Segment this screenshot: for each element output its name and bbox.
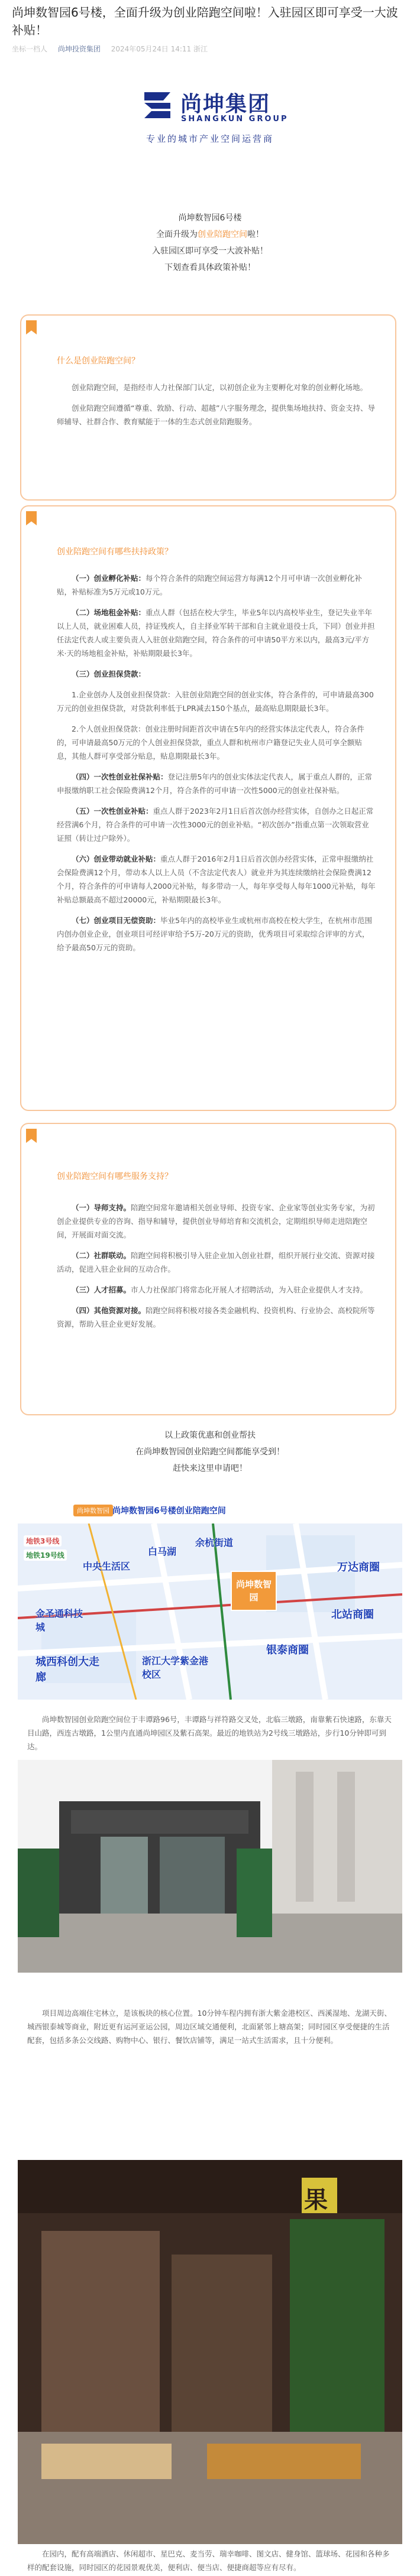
map-label: 金圣通科技城 (35, 1608, 83, 1633)
service-item: （二）社群联动。陪跑空间将积极引导入驻企业加入创业社群，组织开展行业交流、资源对接活动，促进入驻企业间的互动合作。 (57, 1251, 375, 1274)
policy-item: （一）创业孵化补贴：每个符合条件的陪跑空间运营方每满12个月可申请一次创业孵化补贴，补贴标准为5万元或10万元。 (57, 574, 362, 596)
intro-block (0, 210, 420, 276)
map-label: 中央生活区 (83, 1561, 131, 1572)
map-label: 万达商圈 (337, 1561, 380, 1574)
card-body (57, 1201, 376, 1338)
policy-item: 1.企业创办人及创业担保贷款：入驻创业陪跑空间的创业实体，符合条件的，可申请最高300万元的创业担保贷款，对贷款利率低于LPR减去150个基点，最高贴息期限最长3年。 (57, 690, 374, 713)
map-tag: 尚坤数智园 (73, 1505, 113, 1516)
source-link[interactable]: 尚坤投资集团 (57, 45, 101, 53)
service-item: （三）人才招募。市人力社保部门将常态化开展人才招聘活动，为入驻企业提供人才支持。 (72, 1285, 368, 1294)
policy-item: （六）创业带动就业补贴：重点人群于2016年2月1日后首次创办经营实体，正常申报缴纳社会保险费满12个月，带动本人以上人员（不含法定代表人）就业并为其连续缴纳社会保险费满12个月，符合条件的可申请每人2000元补贴，每多带动一人，每年享受每人每年1000元补贴，每年补贴总额最高不超过20000元，补贴期限最长3年。 (57, 855, 376, 904)
intro-line: 入驻园区即可享受一大波补贴！ (152, 246, 268, 256)
logo-mark-icon (141, 89, 174, 122)
map-label: 余杭街道 (195, 1537, 234, 1548)
card-what-is-space (20, 314, 396, 501)
card-services (20, 1123, 396, 1415)
map-label: 城西科创大走廊 (35, 1656, 99, 1684)
policy-item: 2.个人创业担保贷款：创业注册时间距首次申请在5年内的经营实体法定代表人，符合条件的，可申请最高50万元的个人创业担保贷款，重点人群和杭州市户籍登记失业人员可享全额贴息，其他人群可享受部分贴息，贴息期限最长3年。 (57, 725, 364, 761)
supermarket-photo (18, 2160, 402, 2544)
card-title: 创业陪跑空间有哪些服务支持？ (57, 1172, 173, 1181)
amenities-paragraph: 在园内，配有高端酒店、休闲超市、星巴克、麦当劳、瑞幸咖啡、图文店、健身馆、篮球场、花园和各种多样的配套设施，同时园区的花园景观优美，便利店、便当店、便捷商超等应有尽有。 (27, 2549, 390, 2572)
card-title: 创业陪跑空间有哪些扶持政策？ (57, 547, 173, 557)
article-title: 尚坤数智园6号楼，全面升级为创业陪跑空间啦！入驻园区即可享受一大波补贴！ (12, 5, 398, 37)
entrance-illustration (18, 1760, 402, 1973)
metro-badge: 地铁19号线 (24, 1550, 67, 1561)
surroundings-paragraph: 项目周边高端住宅林立，是该板块的核心位置。10分钟车程内拥有浙大紫金港校区、西溪湿地、龙湖天街、城西银泰城等商业，附近更有运河亚运公园，周边区域交通便利，北面紧邻上塘高架；同时园区享受便捷的生活配套，包括多条公交线路、购物中心、银行、餐饮店铺等，满足一站式生活需求，且十分便利。 (27, 2009, 392, 2045)
bookmark-icon (26, 1129, 37, 1143)
card-paragraph: 创业陪跑空间，是指经市人力社保部门认定，以初创企业为主要孵化对象的创业孵化场地。 (72, 383, 368, 392)
closing-block (0, 1427, 420, 1477)
card-body (57, 571, 376, 961)
map-center-marker: 尚坤数智园 (231, 1571, 277, 1611)
store-sign: 果 (304, 2187, 328, 2214)
policy-item: （四）一次性创业社保补贴：登记注册5年内的创业实体法定代表人，属于重点人群的，正常申报缴纳职工社会保险费满12个月，符合条件的可申请一次性5000元的创业社保补贴。 (57, 772, 372, 795)
map-label: 北站商圈 (331, 1609, 374, 1621)
supermarket-illustration (18, 2160, 402, 2544)
intro-line: 全面升级为创业陪跑空间啦！ (156, 230, 264, 239)
map-banner-text: 尚坤数智园6号楼创业陪跑空间 (112, 1506, 226, 1516)
service-item: （四）其他资源对接。陪跑空间将积极对接各类金融机构、投资机构、行业协会、高校院所等资源，帮助入驻企业更好发展。 (57, 1306, 375, 1328)
service-item: （一）导师支持。陪跑空间常年邀请相关创业导师、投资专家、企业家等创业实务专家，为初创企业提供专业的咨询、指导和辅导，提供创业导师培育和交流机会，定期组织导师走进陪跑空间，开展面对面交流。 (57, 1203, 375, 1239)
logo-name-cn: 尚坤集团 (180, 92, 271, 116)
logo-name-en: SHANGKUN GROUP (181, 115, 289, 124)
closing-line: 在尚坤数智园创业陪跑空间都能享受到！ (135, 1447, 285, 1457)
bookmark-icon (26, 511, 37, 525)
policy-item: （三）创业担保贷款： (72, 670, 146, 678)
logo-slogan: 专业的城市产业空间运营商 (146, 134, 274, 144)
policy-item: （二）场地租金补贴：重点人群（包括在校大学生，毕业5年以内高校毕业生，登记失业半年以上人员，就业困难人员，持证残疾人，自主择业军转干部和自主就业退役士兵，下同）创业并担任法定代表人或主要负责人入驻创业陪跑空间，符合条件的可申请50平方米以内，最高3元/平方米·天的场地租金补贴，补贴期限最长3年。 (57, 608, 375, 658)
location-map (18, 1500, 402, 1700)
map-banner (18, 1500, 402, 1523)
card-title: 什么是创业陪跑空间？ (57, 356, 140, 366)
article-meta (12, 44, 208, 54)
closing-line: 以上政策优惠和创业帮扶 (164, 1431, 256, 1440)
map-label: 浙江大学紫金港校区 (142, 1655, 209, 1680)
metro-badge: 地铁3号线 (24, 1535, 62, 1547)
brand-logo (0, 83, 420, 154)
map-label: 银泰商圈 (266, 1644, 309, 1656)
entrance-photo (18, 1760, 402, 1973)
policy-item: （七）创业项目无偿资助：毕业5年内的高校毕业生或杭州市高校在校大学生，在杭州市范围内创办创业企业，创业项目可经评审给予5万-20万元的资助，优秀项目可采取综合评审的方式，给予最高50万元的资助。 (57, 916, 372, 952)
policy-item: （五）一次性创业补贴：重点人群于2023年2月1日后首次创办经营实体，自创办之日起正常经营满6个月，符合条件的可申请一次性3000元的创业补贴。“初次创办”指重点第一次领取营业证照（转让过户除外）。 (57, 807, 374, 843)
closing-line: 赶快来这里申请吧！ (173, 1464, 247, 1473)
publish-time: 2024年05月24日 14:11 浙江 (111, 45, 208, 53)
card-body (57, 381, 376, 436)
location-paragraph: 尚坤数智园创业陪跑空间位于丰谭路96号，丰谭路与祥符路交叉处，北临三墩路，南靠紫石快速路，东靠天目山路，西连古墩路，1公里内直通尚坤园区及紫石高架。最近的地铁站为2号线三墩路站，步行10分钟即可到达。 (27, 1715, 392, 1751)
intro-line: 尚坤数智园6号楼 (178, 213, 242, 223)
intro-line: 下划查看具体政策补贴！ (164, 263, 256, 272)
intro-highlight: 创业陪跑空间 (198, 230, 247, 239)
card-paragraph: 创业陪跑空间遵循“尊重、敦励、行动、超越”八字服务理念，提供集场地扶持、资金支持、导师辅导、社群合作、教育赋能于一体的生态式创业陪跑服务。 (57, 404, 375, 426)
card-policies (20, 505, 396, 1111)
author[interactable]: 坐标一档人 (12, 45, 48, 53)
map-label: 白马湖 (148, 1546, 177, 1557)
bookmark-icon (26, 320, 37, 334)
